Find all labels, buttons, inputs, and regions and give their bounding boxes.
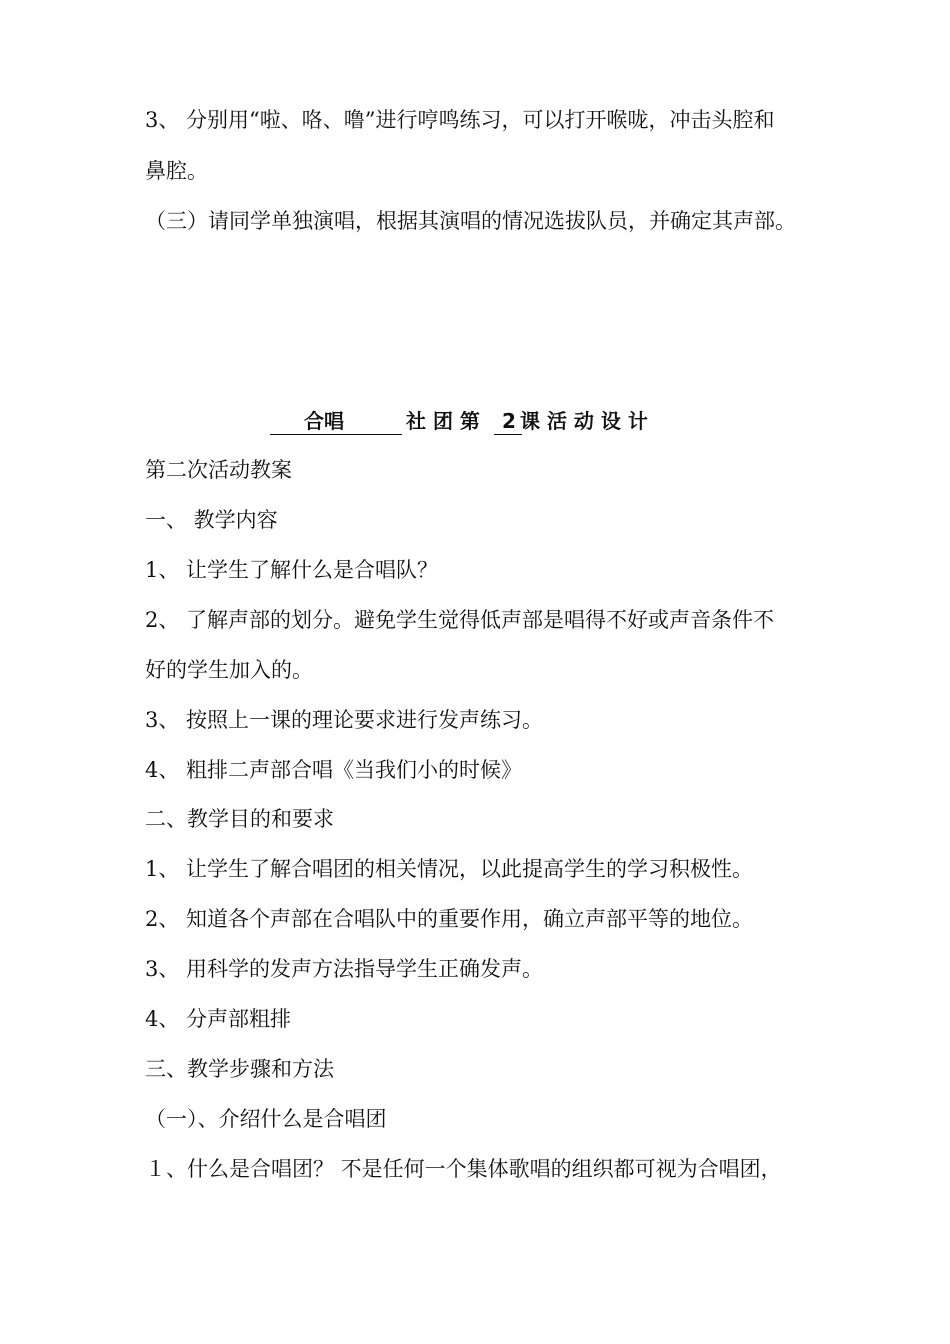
text-line: 鼻腔。 xyxy=(145,159,208,183)
title-club-name: 合唱 xyxy=(304,409,344,433)
text-line: 一、 教学内容 xyxy=(145,508,278,532)
text-line: 3、 按照上一课的理论要求进行发声练习。 xyxy=(145,708,544,732)
text-line: 第二次活动教案 xyxy=(145,458,292,482)
title-part2: 课 活 动 设 计 xyxy=(520,409,648,433)
lesson-title xyxy=(270,407,690,435)
text-line: 2、 了解声部的划分。避免学生觉得低声部是唱得不好或声音条件不 xyxy=(145,608,775,632)
text-line: １、什么是合唱团？ 不是任何一个集体歌唱的组织都可视为合唱团， xyxy=(145,1157,782,1181)
title-part1: 社 团 第 xyxy=(406,409,480,433)
text-line: 三、教学步骤和方法 xyxy=(145,1057,334,1081)
text-line: 好的学生加入的。 xyxy=(145,658,313,682)
text-line: 二、教学目的和要求 xyxy=(145,807,334,831)
text-line: 4、 粗排二声部合唱《当我们小的时候》 xyxy=(145,758,523,782)
title-lesson-number: 2 xyxy=(502,409,516,433)
title-underline xyxy=(270,434,402,435)
text-line: 2、 知道各个声部在合唱队中的重要作用，确立声部平等的地位。 xyxy=(145,907,754,931)
text-line: 1、 让学生了解合唱团的相关情况，以此提高学生的学习积极性。 xyxy=(145,857,754,881)
text-line: （三）请同学单独演唱，根据其演唱的情况选拔队员，并确定其声部。 xyxy=(145,209,796,233)
text-line: 3、 用科学的发声方法指导学生正确发声。 xyxy=(145,957,544,981)
text-line: （一）、介绍什么是合唱团 xyxy=(145,1107,387,1131)
title-number-underline xyxy=(494,434,522,435)
text-line: 1、 让学生了解什么是合唱队？ xyxy=(145,558,439,582)
text-line: 3、 分别用“啦、咯、噜”进行哼鸣练习，可以打开喉咙，冲击头腔和 xyxy=(145,108,775,132)
text-line: 4、 分声部粗排 xyxy=(145,1007,292,1031)
